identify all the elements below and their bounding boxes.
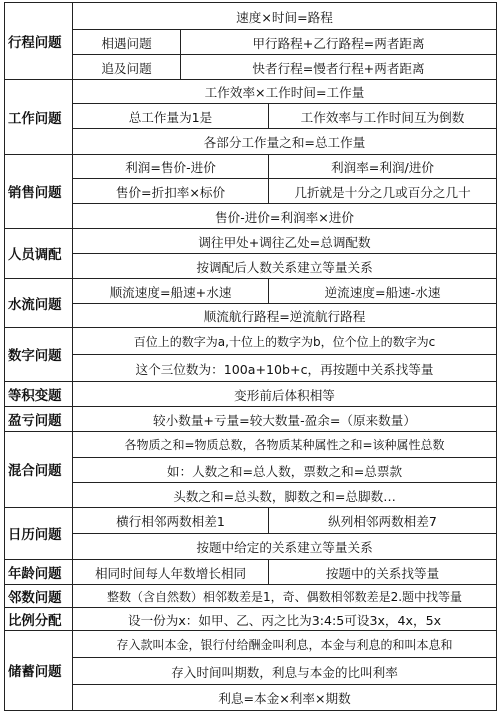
table-row [5,279,497,304]
formula-ratio: 设一份为x：如甲、乙、丙之比为3:4:5可设3x，4x，5x [73,608,497,631]
formula-profit-rate: 利润率=利润/进价 [269,155,497,179]
formula-profit: 利润=售价-进价 [73,155,269,179]
category-sales: 销售问题 [5,155,73,229]
table-row [5,508,497,534]
formula-savings-interest: 利息=本金×利率×期数 [73,685,497,711]
table-row [5,129,497,155]
table-row [5,80,497,104]
category-profit-loss: 盈亏问题 [5,407,73,432]
table-row [5,432,497,458]
category-adjacent: 邻数问题 [5,585,73,608]
table-row [5,608,497,631]
formula-age-growth: 相同时间每人年数增长相同 [73,560,269,585]
formula-calendar-relation: 按题中给定的关系建立等量关系 [73,534,497,560]
table-row [5,407,497,432]
table-row [5,458,497,483]
formula-work-one: 总工作量为1是 [73,104,269,129]
table-row [5,304,497,328]
category-travel: 行程问题 [5,3,73,80]
table-row [5,560,497,585]
formula-three-digit: 这个三位数为：100a+10b+c，再按题中关系找等量 [73,355,497,382]
formula-chase: 快者行程=慢者行程+两者距离 [181,55,497,80]
table-row [5,631,497,658]
formula-work-total: 工作效率×工作时间=工作量 [73,80,497,104]
table-row [5,3,497,30]
formula-sales-profit: 售价-进价=利润率×进价 [73,204,497,229]
table-row [5,685,497,711]
category-mixture: 混合问题 [5,432,73,508]
formula-digit-places: 百位上的数字为a,十位上的数字为b，位个位上的数字为c [73,328,497,355]
formula-volume: 变形前后体积相等 [73,382,497,407]
formula-table [4,2,497,711]
formula-mixture-example: 如：人数之和=总人数，票数之和=总票款 [73,458,497,483]
table-row [5,355,497,382]
formula-staffing-total: 调往甲处+调往乙处=总调配数 [73,229,497,254]
table-row [5,179,497,204]
formula-work-parts: 各部分工作量之和=总工作量 [73,129,497,155]
formula-speed-time: 速度×时间=路程 [73,3,497,30]
formula-mixture-total: 各物质之和=物质总数，各物质某种属性之和=该种属性总数 [73,432,497,458]
table-row [5,328,497,355]
formula-calendar-row: 横行相邻两数相差1 [73,508,269,534]
category-age: 年龄问题 [5,560,73,585]
formula-mixture-heads: 头数之和=总头数，脚数之和=总脚数… [73,483,497,508]
category-digits: 数字问题 [5,328,73,382]
category-ratio: 比例分配 [5,608,73,631]
formula-calendar-column: 纵列相邻两数相差7 [269,508,497,534]
table-row [5,254,497,279]
table-row [5,483,497,508]
table-row [5,534,497,560]
formula-downstream: 顺流速度=船速+水速 [73,279,269,304]
table-row [5,382,497,407]
category-savings: 储蓄问题 [5,631,73,711]
table-row [5,658,497,685]
formula-sale-price: 售价=折扣率×标价 [73,179,269,204]
table-row [5,204,497,229]
formula-savings-rate: 存入时间叫期数，利息与本金的比叫利率 [73,658,497,685]
category-volume: 等积变题 [5,382,73,407]
formula-upstream: 逆流速度=船速-水速 [269,279,497,304]
table-row [5,155,497,179]
formula-staffing-relation: 按调配后人数关系建立等量关系 [73,254,497,279]
table-row [5,55,497,80]
table-row [5,229,497,254]
formula-discount-meaning: 几折就是十分之几或百分之几十 [269,179,497,204]
formula-current-distance: 顺流航行路程=逆流航行路程 [73,304,497,328]
category-work: 工作问题 [5,80,73,155]
subcategory-chase: 追及问题 [73,55,181,80]
category-current: 水流问题 [5,279,73,328]
formula-meeting: 甲行路程+乙行路程=两者距离 [181,30,497,55]
table-row [5,104,497,129]
subcategory-meeting: 相遇问题 [73,30,181,55]
category-staffing: 人员调配 [5,229,73,279]
table-row [5,30,497,55]
formula-adjacent: 整数（含自然数）相邻数差是1，奇、偶数相邻数差是2.题中找等量 [73,585,497,608]
formula-profit-loss: 较小数量+亏量=较大数量-盈余=（原来数量） [73,407,497,432]
formula-age-relation: 按题中的关系找等量 [269,560,497,585]
formula-work-reciprocal: 工作效率与工作时间互为倒数 [269,104,497,129]
formula-savings-principal: 存入款叫本金，银行付给酬金叫利息，本金与利息的和叫本息和 [73,631,497,658]
category-calendar: 日历问题 [5,508,73,560]
table-row [5,585,497,608]
